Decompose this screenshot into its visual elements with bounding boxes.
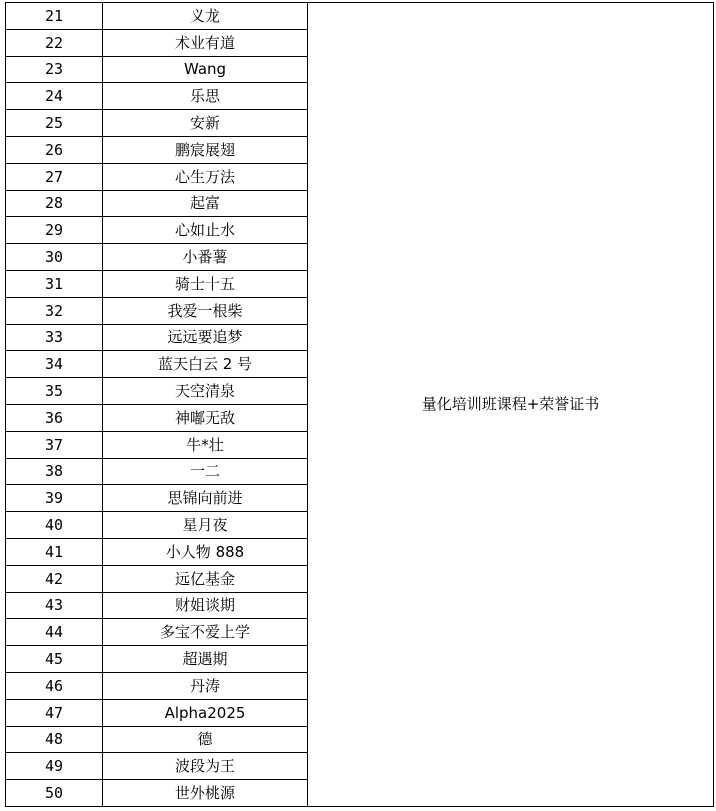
row-number-cell: 40: [6, 512, 103, 539]
winner-name-cell: 一二: [103, 458, 308, 485]
row-number-cell: 30: [6, 244, 103, 271]
row-number-cell: 22: [6, 29, 103, 56]
winner-name-cell: 心如止水: [103, 217, 308, 244]
table-row: [6, 3, 714, 30]
winner-name-cell: 蓝天白云 2 号: [103, 351, 308, 378]
row-number-cell: 27: [6, 163, 103, 190]
winner-name-cell: 思锦向前进: [103, 485, 308, 512]
winner-name-cell: 安新: [103, 110, 308, 137]
winner-name-cell: 义龙: [103, 3, 308, 30]
winner-name-cell: Alpha2025: [103, 699, 308, 726]
winner-name-cell: 鹏宸展翅: [103, 136, 308, 163]
winners-table-body: [6, 3, 714, 807]
winner-name-cell: 心生万法: [103, 163, 308, 190]
winner-name-cell: 乐思: [103, 83, 308, 110]
winner-name-cell: 德: [103, 726, 308, 753]
row-number-cell: 47: [6, 699, 103, 726]
winners-table: [5, 2, 714, 807]
winner-name-cell: 星月夜: [103, 512, 308, 539]
row-number-cell: 42: [6, 565, 103, 592]
winner-name-cell: 远远要追梦: [103, 324, 308, 351]
winner-name-cell: 牛*壮: [103, 431, 308, 458]
winner-name-cell: 神嘟无敌: [103, 404, 308, 431]
winner-name-cell: 多宝不爱上学: [103, 619, 308, 646]
winner-name-cell: 骑士十五: [103, 270, 308, 297]
winner-name-cell: 起富: [103, 190, 308, 217]
prize-cell: 量化培训班课程+荣誉证书: [308, 3, 714, 807]
winner-name-cell: 远亿基金: [103, 565, 308, 592]
row-number-cell: 21: [6, 3, 103, 30]
row-number-cell: 24: [6, 83, 103, 110]
row-number-cell: 48: [6, 726, 103, 753]
row-number-cell: 29: [6, 217, 103, 244]
winner-name-cell: 天空清泉: [103, 378, 308, 405]
row-number-cell: 32: [6, 297, 103, 324]
row-number-cell: 37: [6, 431, 103, 458]
row-number-cell: 26: [6, 136, 103, 163]
row-number-cell: 44: [6, 619, 103, 646]
row-number-cell: 39: [6, 485, 103, 512]
winner-name-cell: 小番薯: [103, 244, 308, 271]
row-number-cell: 41: [6, 538, 103, 565]
row-number-cell: 38: [6, 458, 103, 485]
row-number-cell: 45: [6, 646, 103, 673]
winner-name-cell: 财姐谈期: [103, 592, 308, 619]
row-number-cell: 31: [6, 270, 103, 297]
winner-name-cell: Wang: [103, 56, 308, 83]
winner-name-cell: 术业有道: [103, 29, 308, 56]
winner-name-cell: 我爱一根柴: [103, 297, 308, 324]
winner-name-cell: 波段为王: [103, 753, 308, 780]
row-number-cell: 28: [6, 190, 103, 217]
row-number-cell: 34: [6, 351, 103, 378]
winner-name-cell: 世外桃源: [103, 780, 308, 807]
row-number-cell: 36: [6, 404, 103, 431]
winner-name-cell: 丹涛: [103, 672, 308, 699]
row-number-cell: 25: [6, 110, 103, 137]
row-number-cell: 35: [6, 378, 103, 405]
winner-name-cell: 小人物 888: [103, 538, 308, 565]
winner-name-cell: 超遇期: [103, 646, 308, 673]
row-number-cell: 50: [6, 780, 103, 807]
row-number-cell: 46: [6, 672, 103, 699]
row-number-cell: 33: [6, 324, 103, 351]
row-number-cell: 43: [6, 592, 103, 619]
row-number-cell: 23: [6, 56, 103, 83]
row-number-cell: 49: [6, 753, 103, 780]
